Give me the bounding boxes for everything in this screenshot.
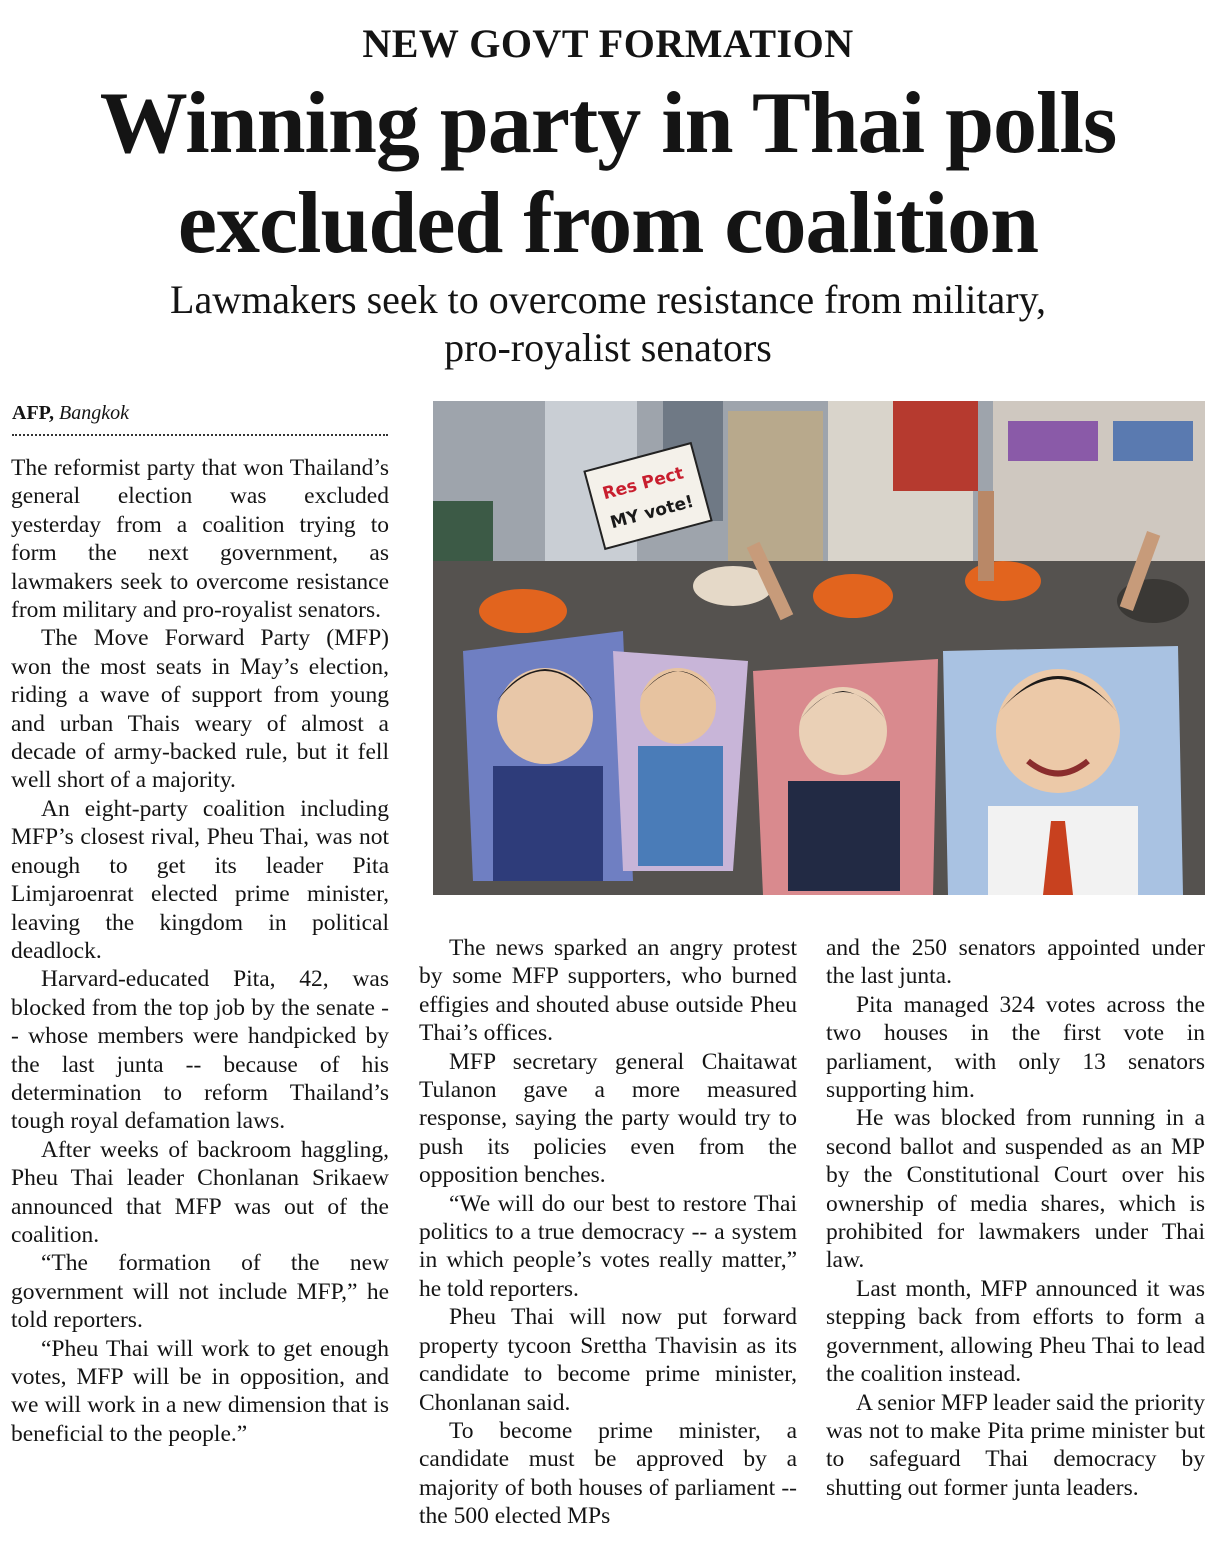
article-column-1	[11, 454, 389, 1448]
article-paragraph: The news sparked an angry protest by some MFP supporters, who burned effigies and shouted abuse outside Pheu Thai’s offices.	[419, 935, 797, 1047]
article-paragraph: The reformist party that won Thailand’s general election was excluded yesterday from a coalition trying to form the next government, as lawmakers seek to overcome resistance from military and pro-royalist senators.	[11, 455, 389, 624]
photo-raised-arm	[978, 491, 994, 581]
article-paragraph: An eight-party coalition including MFP’s closest rival, Pheu Thai, was not enough to get its leader Pita Limjaroenrat elected prime minister, leaving the kingdom in political deadlock.	[11, 795, 389, 964]
article-paragraph: “We will do our best to restore Thai politics to a true democracy -- a system in which people’s votes really matter,” he told reporters.	[419, 1190, 797, 1302]
article-paragraph: Pita managed 324 votes across the two houses in the first vote in parliament, with only 13 senators supporting him.	[826, 991, 1205, 1104]
photo-orange-hat	[813, 574, 893, 618]
photo-building	[728, 411, 823, 571]
byline-location: Bangkok	[59, 402, 130, 424]
article-paragraph: The Move Forward Party (MFP) won the most seats in May’s election, riding a wave of support from young and urban Thais weary of almost a decade of army-backed rule, but it fell well short of a majority.	[11, 625, 389, 794]
byline	[12, 400, 388, 436]
protest-photo	[433, 401, 1205, 895]
photo-building	[893, 401, 978, 491]
article-paragraph: Last month, MFP announced it was stepping back from efforts to form a government, allowing Pheu Thai to lead the coalition instead.	[826, 1275, 1205, 1388]
article-column-2	[419, 934, 797, 1531]
article-paragraph: He was blocked from running in a second ballot and suspended as an MP by the Constitutional Court over his ownership of media shares, which is prohibited for lawmakers under Thai law.	[826, 1105, 1205, 1274]
subheadline-line-1: Lawmakers seek to overcome resistance from military,	[170, 277, 1046, 322]
headline-line-2: excluded from coalition	[177, 175, 1039, 272]
photo-portrait-face	[799, 687, 887, 775]
photo-portrait-face	[640, 668, 716, 744]
photo-portrait-shirt	[638, 746, 723, 866]
photo-billboard	[1008, 421, 1098, 461]
subheadline	[0, 276, 1216, 372]
section-kicker: NEW GOVT FORMATION	[362, 21, 854, 66]
article-paragraph: Pheu Thai will now put forward property tycoon Srettha Thavisin as its candidate to become prime minister, Chonlanan said.	[419, 1304, 797, 1416]
photo-sign-text: MY vote!	[608, 491, 696, 534]
article-paragraph: After weeks of backroom haggling, Pheu Thai leader Chonlanan Srikaew announced that MFP was out of the coalition.	[11, 1136, 389, 1248]
photo-sign-text: Res Pect	[600, 463, 686, 505]
photo-orange-hat	[965, 561, 1041, 601]
headline-line-1: Winning party in Thai polls	[99, 75, 1117, 172]
photo-orange-hat	[479, 589, 567, 633]
photo-portrait-face	[497, 668, 593, 764]
article-paragraph: MFP secretary general Chaitawat Tulanon gave a more measured response, saying the party would try to push its policies even from the opposition benches.	[419, 1048, 797, 1189]
article-column-3	[826, 934, 1205, 1502]
article-paragraph: “Pheu Thai will work to get enough votes, MFP will be in opposition, and we will work in a new dimension that is beneficial to the people.”	[11, 1335, 389, 1447]
article-paragraph: Harvard-educated Pita, 42, was blocked from the top job by the senate -- whose members were handpicked by the last junta -- because of his determination to reform Thailand’s tough royal defamation laws.	[11, 966, 389, 1135]
byline-agency: AFP,	[12, 402, 55, 424]
article-paragraph: A senior MFP leader said the priority was not to make Pita prime minister but to safeguard Thai democracy by shutting out former junta leaders.	[826, 1389, 1205, 1501]
photo-billboard	[1113, 421, 1193, 461]
headline	[0, 74, 1216, 274]
article-paragraph: “The formation of the new government will not include MFP,” he told reporters.	[11, 1250, 389, 1334]
photo-portrait-suit	[788, 781, 900, 891]
protest-photo-illustration	[433, 401, 1205, 895]
article-paragraph: and the 250 senators appointed under the last junta.	[826, 935, 1205, 990]
article-paragraph: To become prime minister, a candidate must be approved by a majority of both houses of parliament -- the 500 elected MPs	[419, 1417, 797, 1530]
photo-portrait-suit	[493, 766, 603, 881]
subheadline-line-2: pro-royalist senators	[444, 325, 772, 370]
